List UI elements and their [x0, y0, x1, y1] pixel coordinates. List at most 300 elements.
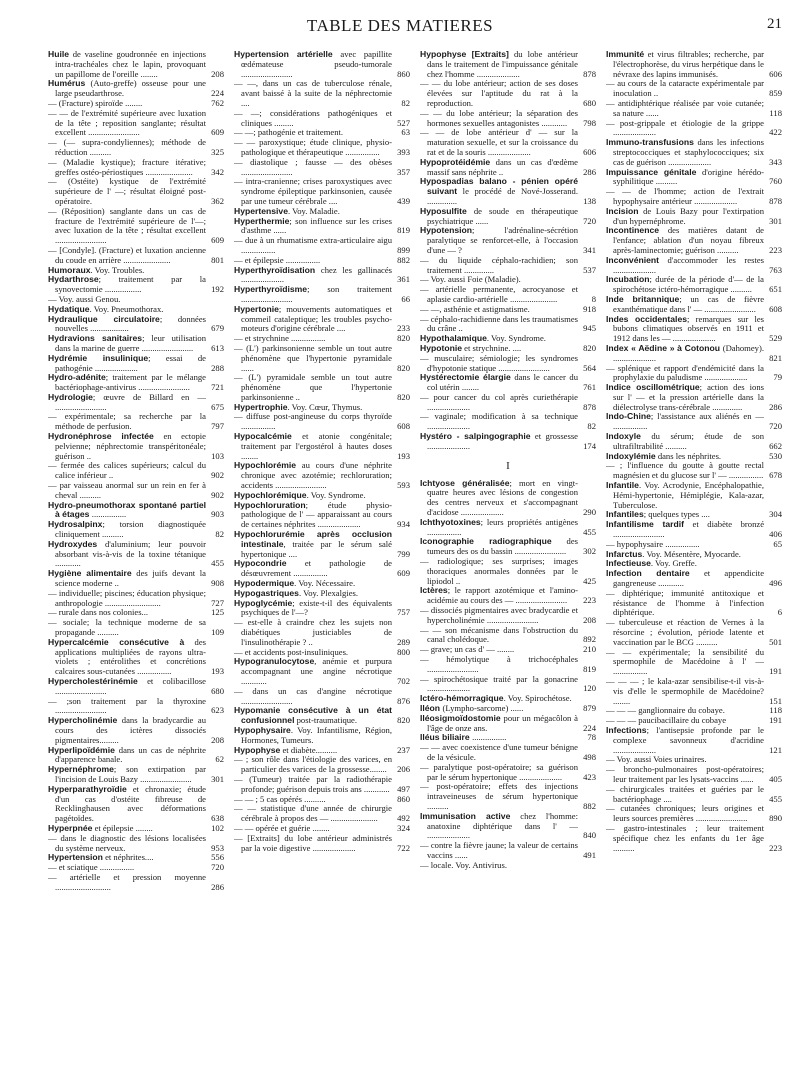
- entry-text: — (Réposition) sanglante dans un cas de fracture de l'extrémité supérieure de l'—; avec luxation de la tête ; résultat excellent ........................: [48, 205, 206, 246]
- index-entry: [48, 109, 224, 138]
- entry-page-number: 208: [211, 68, 224, 79]
- entry-text: Incision de Louis Bazy pour l'extirpation d'un hypernéphrome.: [606, 205, 764, 226]
- entry-page-number: 301: [211, 773, 224, 784]
- entry-text: Hypochlorémique. Voy. Syndrome.: [234, 489, 366, 500]
- entry-text: — antidiphtérique réalisée par voie cutanée; sa nature ......: [606, 97, 764, 118]
- index-entry: [420, 606, 596, 626]
- index-entry: [48, 569, 224, 589]
- entry-text: Hypogastriques. Voy. Plexalgies.: [234, 587, 358, 598]
- entry-page-number: 455: [211, 558, 224, 569]
- entry-page-number: 63: [401, 127, 410, 138]
- index-entry: [48, 677, 224, 697]
- entry-text: Hypocondrie et pathologie de désœuvrement ................: [234, 558, 392, 579]
- entry-text: Hydro-pneumothorax spontané partiel à étages ................: [48, 499, 206, 520]
- entry-text: — (— supra-condyliennes); méthode de réduction ..........: [48, 137, 206, 157]
- entry-text: Ictères; le rapport azotémique et l'amino-acidémie au cours des — ........................: [420, 585, 578, 606]
- entry-text: — Voy. aussi Foie (Maladie).: [420, 274, 521, 285]
- entry-page-number: 6: [777, 607, 782, 618]
- entry-text: Infantiles; quelques types ....: [606, 509, 710, 520]
- entry-page-number: 138: [583, 195, 596, 206]
- entry-text: — — statistique d'une année de chirurgie cérébrale à propos des — ......................: [234, 803, 392, 824]
- entry-text: Hypospadias balano - pénien opéré suivant le procédé de Nové-Josserand. ..............: [420, 176, 578, 206]
- index-entry: [606, 648, 782, 677]
- index-entry: [48, 501, 224, 521]
- entry-text: Huile de vaseline goudronnée en injections intra-trachéales chez le lapin, provoquant un papillome de l'oreille ........: [48, 50, 206, 79]
- index-entry: [420, 373, 596, 393]
- entry-page-number: 325: [211, 146, 224, 157]
- index-entry: [48, 481, 224, 501]
- entry-page-number: 361: [397, 274, 410, 285]
- index-entry: [420, 812, 596, 841]
- entry-page-number: 761: [583, 382, 596, 393]
- entry-page-number: 118: [769, 107, 782, 118]
- entry-text: — artérielle permanente, acrocyanose et aplasie cardio-artérielle ......................: [420, 284, 578, 304]
- entry-text: Hypoglycémie; existe-t-il des équivalents psychiques de l'—?: [234, 597, 392, 618]
- entry-page-number: 497: [397, 783, 410, 794]
- entry-text: — grave; un cas d' — ........: [420, 644, 515, 655]
- entry-page-number: 820: [397, 391, 410, 402]
- running-title: TABLE DES MATIERES: [306, 16, 494, 35]
- index-entry: [420, 675, 596, 695]
- entry-page-number: 224: [583, 722, 596, 733]
- entry-text: — — du lobe antérieur; la séparation des hormones sexuelles antagonistes ............: [420, 107, 578, 128]
- entry-text: Immuno-transfusions dans les infections streptococciques et staphylococciques; six cas de guérison ....................: [606, 137, 764, 167]
- entry-text: Hyperlipoïdémie dans un cas de néphrite d'apparence banale.: [48, 744, 206, 765]
- entry-page-number: 439: [397, 195, 410, 206]
- entry-text: — Voy. aussi Genou.: [48, 293, 121, 304]
- entry-page-number: 763: [769, 264, 782, 275]
- entry-text: Hypophyse [Extraits] du lobe antérieur dans le traitement de l'impuissance génitale chez l'homme ....................: [420, 50, 578, 79]
- index-entry: [48, 697, 224, 717]
- entry-page-number: 606: [769, 68, 782, 79]
- entry-text: Iléon (Lympho-sarcome) ......: [420, 703, 524, 713]
- index-entry: [48, 746, 224, 766]
- entry-page-number: 720: [769, 421, 782, 432]
- index-entry: [48, 412, 224, 432]
- page-number: 21: [767, 16, 782, 32]
- index-entry: [234, 412, 410, 432]
- index-entry: [234, 804, 410, 824]
- index-entry: [48, 158, 224, 178]
- entry-text: — ; l'influence du goutte à goutte rectal magnésien et du glucose sur l' — ................: [606, 460, 764, 481]
- entry-text: Hydrosalpinx; torsion diagnostiquée cliniquement ..........: [48, 519, 206, 540]
- entry-text: — post-opératoire; effets des injections intraveineuses de sérum hypertonique ..........: [420, 781, 578, 811]
- entry-text: Hypernéphrome; son extirpation par l'incision de Louis Bazy ........................: [48, 764, 206, 784]
- index-entry: [420, 518, 596, 538]
- entry-text: Impuissance génitale d'origine hérédo-syphilitique ..........: [606, 166, 764, 187]
- entry-page-number: 564: [583, 362, 596, 373]
- index-column-2: [234, 50, 410, 1070]
- index-entry: [420, 841, 596, 861]
- entry-text: Infarctus. Voy. Mésentère, Myocarde.: [606, 548, 741, 559]
- entry-text: — — opérée et guérie ........: [234, 822, 330, 833]
- index-entry: [234, 559, 410, 579]
- entry-text: — est-elle à craindre chez les sujets non diabétiques justiciables de l'insulinothérapie ? ..: [234, 617, 392, 647]
- index-entry: [234, 599, 410, 619]
- entry-page-number: 798: [583, 117, 596, 128]
- entry-text: — radiologique; ses surprises; images thoraciques anormales données par le lipiodol ..: [420, 556, 578, 586]
- index-entry: [606, 168, 782, 188]
- index-entry: [420, 79, 596, 108]
- entry-text: — — paroxystique; étude clinique, physio-pathologique et thérapeutique ................: [234, 137, 392, 157]
- entry-text: — et sciatique ................: [48, 862, 135, 873]
- index-entry: [606, 618, 782, 647]
- entry-text: Hyperthyroïdisation chez les gallinacés ....................: [234, 264, 392, 285]
- entry-text: Hypercholinémie dans la bradycardie au cours des ictères dissociés pigmentaires.........: [48, 715, 206, 745]
- entry-text: Hyperpnée et épilepsie ........: [48, 822, 153, 833]
- entry-page-number: 757: [397, 607, 410, 618]
- entry-text: Hypertension artérielle avec papillite œdémateuse pseudo-tumorale ........................: [234, 50, 392, 79]
- entry-page-number: 702: [397, 676, 410, 686]
- entry-page-number: 422: [769, 127, 782, 138]
- entry-text: Hypertonie; mouvements automatiques et commeil cataleptique; les troubles psycho-moteurs d'origine cérébrale ....: [234, 303, 392, 334]
- entry-text: — [Extraits] du lobe antérieur administrés par la voie digestive ....................: [234, 832, 392, 853]
- index-entry: [48, 716, 224, 745]
- index-column-1: [48, 50, 224, 1070]
- index-entry: [606, 726, 782, 755]
- entry-text: — — de l'homme; action de l'extrait hypophysaire antérieur ....................: [606, 186, 764, 206]
- entry-text: Hydarthrose; traitement par la synovectomie .................: [48, 274, 206, 295]
- entry-page-number: 288: [211, 362, 224, 373]
- entry-page-number: 882: [583, 800, 596, 811]
- entry-text: — (Ostéite) kystique de l'extrémité supérieure de l' —; résultat éloigné post-opératoire.: [48, 176, 206, 206]
- index-entry: [606, 275, 782, 295]
- index-entry: [48, 873, 224, 893]
- index-entry: [420, 109, 596, 129]
- entry-text: — chirurgicales traitées et guéries par le bactériophage ....: [606, 783, 764, 804]
- entry-page-number: 882: [397, 254, 410, 265]
- entry-page-number: 908: [211, 578, 224, 589]
- index-entry: [606, 412, 782, 432]
- index-entry: [234, 755, 410, 775]
- entry-page-number: 425: [583, 575, 596, 586]
- entry-text: Hypodermique. Voy. Nécessaire.: [234, 578, 356, 589]
- entry-page-number: 859: [769, 88, 782, 99]
- entry-text: Hydronéphrose infectée en ectopie pelvienne; néphrectomie transpéritonéale; guérison ..: [48, 431, 206, 461]
- entry-page-number: 934: [397, 519, 410, 530]
- entry-text: Hypotonie et strychnine. ....: [420, 342, 522, 353]
- entry-text: — — avec coexistence d'une tumeur bénigne de la vésicule.: [420, 742, 578, 762]
- entry-page-number: 556: [211, 852, 224, 863]
- index-entry: [48, 765, 224, 785]
- entry-text: Infantile. Voy. Acrodynie, Encéphalopathie, Hémi-hypertonie, Hémiplégie, Kala-azar, Tuberculose.: [606, 480, 764, 510]
- entry-text: — locale. Voy. Antivirus.: [420, 859, 507, 870]
- index-entry: [48, 246, 224, 266]
- entry-page-number: 66: [401, 293, 410, 304]
- index-entry: [606, 119, 782, 139]
- entry-page-number: 860: [397, 68, 410, 79]
- entry-page-number: 290: [583, 507, 596, 518]
- index-entry: [420, 782, 596, 811]
- entry-text: Hygiène alimentaire des juifs devant la science moderne ..: [48, 568, 206, 589]
- index-entry: [48, 275, 224, 295]
- entry-text: — et accidents post-insuliniques.: [234, 646, 349, 657]
- entry-text: Hydatique. Voy. Pneumothorax.: [48, 303, 164, 314]
- entry-page-number: 721: [211, 382, 224, 393]
- entry-text: Hydrologie; œuvre de Billard en — ........................: [48, 391, 206, 412]
- entry-page-number: 945: [583, 323, 596, 334]
- index-entry: [234, 501, 410, 530]
- index-entry: [48, 315, 224, 335]
- entry-text: — artérielle et pression moyenne ..........................: [48, 871, 206, 892]
- index-entry: [420, 177, 596, 206]
- index-entry: [606, 256, 782, 276]
- index-entry: [606, 138, 782, 167]
- entry-page-number: 820: [397, 333, 410, 344]
- index-entry: [234, 344, 410, 373]
- index-entry: [234, 432, 410, 461]
- index-entry: [420, 626, 596, 646]
- entry-page-number: 501: [769, 636, 782, 647]
- index-entry: [606, 99, 782, 119]
- entry-page-number: 341: [583, 244, 596, 255]
- index-entry: [606, 804, 782, 824]
- entry-page-number: 362: [211, 195, 224, 206]
- entry-text: Hypochlorémie au cours d'une néphrite chronique avec azotémie; rechloruration; accidents ........................: [234, 460, 392, 491]
- index-entry: [234, 461, 410, 490]
- index-entry: [606, 79, 782, 99]
- index-entry: [420, 557, 596, 586]
- entry-page-number: 237: [397, 744, 410, 755]
- index-entry: [420, 537, 596, 557]
- entry-page-number: 233: [397, 323, 410, 334]
- entry-text: — cutanées chroniques; leurs origines et leurs sources premières ........................: [606, 803, 764, 824]
- entry-text: — (Fracture) spiroïde ........: [48, 97, 143, 108]
- index-entry: [420, 158, 596, 178]
- entry-page-number: 678: [769, 470, 782, 481]
- entry-page-number: 286: [583, 166, 596, 177]
- entry-page-number: 899: [397, 244, 410, 255]
- entry-text: Hypogranulocytose, anémie et purpura accompagnant une angine nécrotique ............: [234, 656, 392, 686]
- entry-text: — gastro-intestinales ; leur traitement spécifique chez les enfants du 1er âge ..........: [606, 822, 764, 853]
- entry-text: — rurale dans nos colonies...: [48, 607, 148, 618]
- entry-text: Hyperparathyroïdie et chronaxie; étude d'un cas d'ostéite fibreuse de Recklinghausen avec déformations pagétoïdes.: [48, 783, 206, 824]
- entry-text: — hypophysaire ................: [606, 538, 700, 549]
- index-entry: [234, 618, 410, 647]
- index-entry: [234, 687, 410, 707]
- entry-page-number: 609: [211, 127, 224, 138]
- index-entry: [234, 50, 410, 79]
- entry-text: — intra-cranienne; crises paroxystiques avec syndrome épileptique parkinsonien, causée par une tumeur cérébrale ....: [234, 176, 392, 206]
- entry-page-number: 876: [397, 695, 410, 706]
- index-entry: [48, 79, 224, 99]
- index-entry: [48, 638, 224, 677]
- entry-page-number: 613: [211, 342, 224, 353]
- entry-text: Incubation; durée de la période d'— de la spirochétose ictéro-hémorragique ..........: [606, 274, 764, 295]
- entry-text: — expérimentale; sa recherche par la méthode de perfusion.: [48, 411, 206, 432]
- index-entry: [606, 187, 782, 207]
- entry-text: Hypertension et néphrites....: [48, 852, 154, 863]
- entry-page-number: 675: [211, 401, 224, 412]
- entry-page-number: 223: [583, 595, 596, 606]
- section-letter: I: [506, 459, 510, 472]
- entry-text: — diffuse post-angineuse du corps thyroïde ................: [234, 411, 392, 432]
- entry-text: Hypoprotéidémie dans un cas d'œdème massif sans néphrite ..: [420, 156, 578, 177]
- entry-page-number: 65: [773, 538, 782, 549]
- entry-text: — —; considérations pathogéniques et cliniques .........: [234, 107, 392, 128]
- entry-page-number: 286: [769, 401, 782, 412]
- entry-page-number: 902: [211, 470, 224, 481]
- entry-page-number: 224: [211, 88, 224, 99]
- entry-text: Hypochlorurémie après occlusion intestinale, traitée par le sérum salé hypertonique ....: [234, 529, 392, 559]
- entry-text: — fermée des calices supérieurs; calcul du calice inférieur ..: [48, 460, 206, 481]
- entry-text: Hypophysaire. Voy. Infantilisme, Région, Hormones, Tumeurs.: [234, 724, 392, 745]
- entry-page-number: 208: [211, 734, 224, 745]
- index-entry: [234, 109, 410, 129]
- entry-text: Incontinence des matières datant de l'enfance; ablation d'un noyau fibreux après-laminectomie; guérison ..........: [606, 225, 764, 255]
- entry-text: — ;son traitement par la thyroxine ........................: [48, 695, 206, 716]
- index-entry: [234, 726, 410, 746]
- entry-page-number: 8: [591, 293, 596, 304]
- entry-page-number: 82: [401, 97, 410, 108]
- index-entry: [420, 226, 596, 255]
- entry-text: Hypotension; l'adrénaline-sécrétion paralytique se renforcet-elle, à l'occasion d'une — ?: [420, 225, 578, 255]
- entry-text: Indoxyle du sérum; étude de son ultrafiltrabilité ..........: [606, 431, 764, 451]
- entry-page-number: 455: [769, 793, 782, 804]
- entry-page-number: 527: [397, 117, 410, 128]
- entry-page-number: 223: [769, 244, 782, 255]
- index-entry: [234, 138, 410, 158]
- entry-page-number: 593: [397, 480, 410, 491]
- entry-page-number: 530: [769, 450, 782, 461]
- index-entry: [606, 677, 782, 706]
- index-entry: [420, 128, 596, 157]
- index-entry: [234, 657, 410, 686]
- entry-text: — (L') pyramidale semble un tout autre phénomène que l'hypertonie parkinsonienne ..: [234, 372, 392, 402]
- index-entry: [420, 655, 596, 675]
- entry-text: Hyperthyroïdisme; son traitement ........................: [234, 284, 392, 304]
- index-entry: [606, 824, 782, 853]
- index-entry: [420, 861, 596, 871]
- index-entry: [606, 207, 782, 227]
- entry-page-number: 82: [215, 529, 224, 540]
- index-entry: [234, 158, 410, 178]
- entry-page-number: 609: [397, 568, 410, 579]
- entry-page-number: 357: [397, 166, 410, 177]
- entry-text: Hystéro - salpingographie et grossesse ....................: [420, 431, 578, 451]
- entry-page-number: 760: [769, 176, 782, 187]
- index-entry: [420, 393, 596, 413]
- entry-text: Infections; l'antisepsie profonde par le complexe savonneux d'acridine ....................: [606, 724, 764, 755]
- entry-text: Ichtyose généralisée; mort en vingt-quatre heures avec lésions de congestion des centres nerveux et s'accompagnant d'acidose ....................: [420, 477, 578, 518]
- entry-text: Ichthyotoxines; leurs propriétés antigènes ................: [420, 516, 578, 537]
- entry-text: Index « Aëdine » à Cotonou (Dahomey). ....................: [606, 342, 764, 363]
- entry-page-number: 109: [211, 627, 224, 638]
- index-entry: [606, 520, 782, 540]
- index-entry: [234, 177, 410, 206]
- entry-text: Humoraux. Voy. Troubles.: [48, 264, 145, 275]
- index-entry: [234, 79, 410, 108]
- entry-text: Hydravions sanitaires; leur utilisation dans la marine de guerre ........................: [48, 333, 206, 353]
- entry-page-number: 423: [583, 771, 596, 782]
- index-entry: [48, 334, 224, 354]
- entry-page-number: 121: [769, 744, 782, 755]
- entry-page-number: 879: [583, 703, 596, 713]
- entry-page-number: 82: [587, 421, 596, 432]
- entry-text: Infection dentaire et appendicite gangreneuse ............: [606, 568, 765, 589]
- entry-text: — diphtérique; immunité antitoxique et résistance de l'homme à l'infection diphtérique.: [606, 587, 764, 618]
- entry-text: Hypertensive. Voy. Maladie.: [234, 205, 340, 216]
- entry-text: — — de l'extrémité supérieure avec luxation de la tête ; reposition sanglante; résultat excellent ........................: [48, 107, 206, 138]
- entry-page-number: 797: [211, 421, 224, 432]
- entry-text: Indes occidentales; remarques sur les bubons climatiques observés en 1911 et 1912 dans les — ....................: [606, 313, 765, 344]
- entry-text: — —, dans un cas de tuberculose rénale, avant baissé à la suite de la néphrectomie ....: [234, 78, 392, 108]
- index-entry: [420, 50, 596, 79]
- index-entry: [234, 236, 410, 256]
- index-entry: [48, 177, 224, 206]
- entry-text: — Voy. aussi Voies urinaires.: [606, 754, 707, 765]
- entry-page-number: 801: [211, 254, 224, 265]
- entry-page-number: 799: [397, 548, 410, 559]
- index-entry: [606, 569, 782, 589]
- entry-text: — par vaisseau anormal sur un rein en fer à cheval ..........: [48, 480, 206, 500]
- index-entry: [420, 586, 596, 606]
- entry-page-number: 840: [583, 830, 596, 841]
- entry-text: — due à un rhumatisme extra-articulaire aigu ................: [234, 235, 392, 255]
- index-entry: [606, 315, 782, 344]
- entry-page-number: 819: [397, 225, 410, 236]
- entry-page-number: 762: [211, 97, 224, 108]
- entry-page-number: 174: [583, 440, 596, 451]
- entry-text: Hystérectomie élargie dans le cancer du col utérin ........: [420, 372, 578, 393]
- entry-text: — contre la fièvre jaune; la valeur de certains vaccins ......: [420, 840, 578, 860]
- entry-page-number: 406: [769, 529, 782, 540]
- entry-page-number: 301: [769, 215, 782, 226]
- index-entry: [606, 383, 782, 412]
- entry-page-number: 720: [211, 862, 224, 873]
- index-entry: [420, 285, 596, 305]
- index-entry: [420, 207, 596, 227]
- index-entry: [606, 785, 782, 805]
- entry-page-number: 820: [583, 342, 596, 353]
- entry-page-number: 302: [583, 546, 596, 557]
- entry-page-number: 537: [583, 264, 596, 275]
- entry-text: Hydroxydes d'aluminium; leur pouvoir absorbant vis-à-vis de la toxine tétanique ............: [48, 538, 206, 569]
- entry-text: — ; son rôle dans l'étiologie des varices, en particulier des varices de la grossesse........: [234, 754, 392, 775]
- index-column-4: [606, 50, 782, 1070]
- entry-page-number: 651: [769, 284, 782, 295]
- entry-text: — —; pathogénie et traitement.: [234, 127, 344, 138]
- entry-page-number: 903: [211, 509, 224, 520]
- entry-text: — — — ; le kala-azar sensibilise-t-il vis-à-vis d'elle le spermophile de Macédoine? ........: [606, 676, 764, 706]
- entry-text: — spirochétosique traité par la gonacrine ....................: [420, 673, 578, 694]
- entry-page-number: 878: [583, 401, 596, 412]
- entry-text: Indice oscillométrique; action des ions sur l' — et la pression artérielle dans la diélectrolyse trans-cérébrale ..............: [606, 382, 764, 412]
- entry-page-number: 821: [769, 352, 782, 363]
- entry-text: Hypothalamique. Voy. Syndrome.: [420, 333, 546, 344]
- entry-page-number: 892: [583, 634, 596, 645]
- entry-page-number: 953: [211, 842, 224, 853]
- entry-page-number: 638: [211, 813, 224, 824]
- index-entry: [420, 432, 596, 452]
- entry-page-number: 820: [397, 715, 410, 726]
- index-entry: [606, 765, 782, 785]
- entry-page-number: 208: [583, 614, 596, 625]
- entry-page-number: 289: [397, 636, 410, 647]
- entry-text: Iconographie radiographique des tumeurs des os du bassin ........................: [420, 536, 578, 557]
- index-entry: [48, 354, 224, 374]
- entry-text: Indo-Chine; l'assistance aux aliénés en — ................: [606, 411, 764, 432]
- entry-page-number: 342: [211, 166, 224, 177]
- entry-text: — individuelle; piscines; éducation physique; anthropologie ..........................: [48, 587, 206, 608]
- entry-page-number: 878: [769, 195, 782, 206]
- index-entry: [606, 364, 782, 384]
- entry-text: Immunité et virus filtrables; recherche, par l'électrophorèse, du virus herpétique dans le névraxe des lapins immunisés.: [606, 50, 764, 79]
- entry-page-number: 727: [211, 597, 224, 608]
- entry-text: — et épilepsie ................: [234, 254, 321, 265]
- index-entry: [48, 50, 224, 79]
- index-entry: [48, 432, 224, 461]
